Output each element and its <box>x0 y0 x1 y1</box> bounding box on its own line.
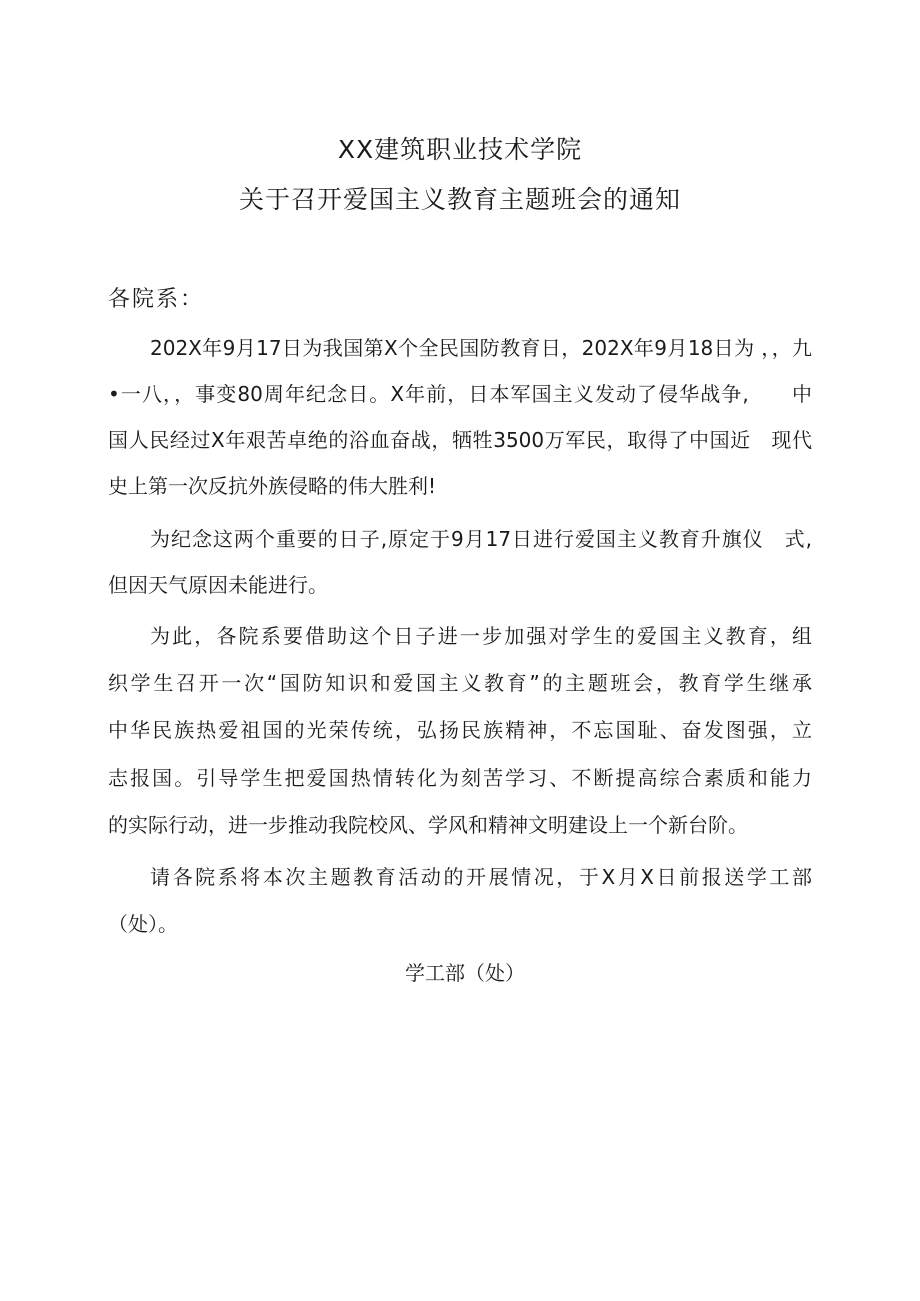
paragraph-3-line-5: 的实际行动，进一步推动我院校风、学风和精神文明建设上一个新台阶。 <box>108 813 748 837</box>
paragraph-3-line-3: 中华民族热爱祖国的光荣传统，弘扬民族精神，不忘国耻、奋发图强，立 <box>108 718 812 742</box>
paragraph-4-line-1: 请各院系将本次主题教育活动的开展情况，于X月X日前报送学工部 <box>150 865 812 889</box>
paragraph-1-line-4: 史上第一次反抗外族侵略的伟大胜利! <box>108 474 437 498</box>
paragraph-4-line-2: （处）。 <box>108 912 178 936</box>
paragraph-1-line-3: 国人民经过X年艰苦卓绝的浴血奋战，牺牲3500万军民，取得了中国近 现代 <box>108 428 812 452</box>
paragraph-1-line-1: 202X年9月17日为我国第X个全民国防教育日，202X年9月18日为 ，，九 <box>150 336 812 360</box>
paragraph-3-line-2: 织学生召开一次“国防知识和爱国主义教育”的主题班会，教育学生继承 <box>108 671 812 695</box>
notice-title: 关于召开爱国主义教育主题班会的通知 <box>238 185 681 214</box>
paragraph-3-line-4: 志报国。引导学生把爱国热情转化为刻苦学习、不断提高综合素质和能力 <box>108 766 812 790</box>
salutation: 各院系： <box>108 287 205 312</box>
paragraph-2-line-1: 为纪念这两个重要的日子,原定于9月17日进行爱国主义教育升旗仪 式, <box>150 527 812 551</box>
signature: 学工部（处） <box>405 961 525 985</box>
paragraph-1-line-2: •一八，，事变80周年纪念日。X年前，日本军国主义发动了侵华战争, 中 <box>108 382 812 406</box>
institution-title: XX建筑职业技术学院 <box>337 135 583 164</box>
paragraph-2-line-2: 但因天气原因未能进行。 <box>108 573 328 597</box>
paragraph-3-line-1: 为此，各院系要借助这个日子进一步加强对学生的爱国主义教育，组 <box>150 624 812 648</box>
